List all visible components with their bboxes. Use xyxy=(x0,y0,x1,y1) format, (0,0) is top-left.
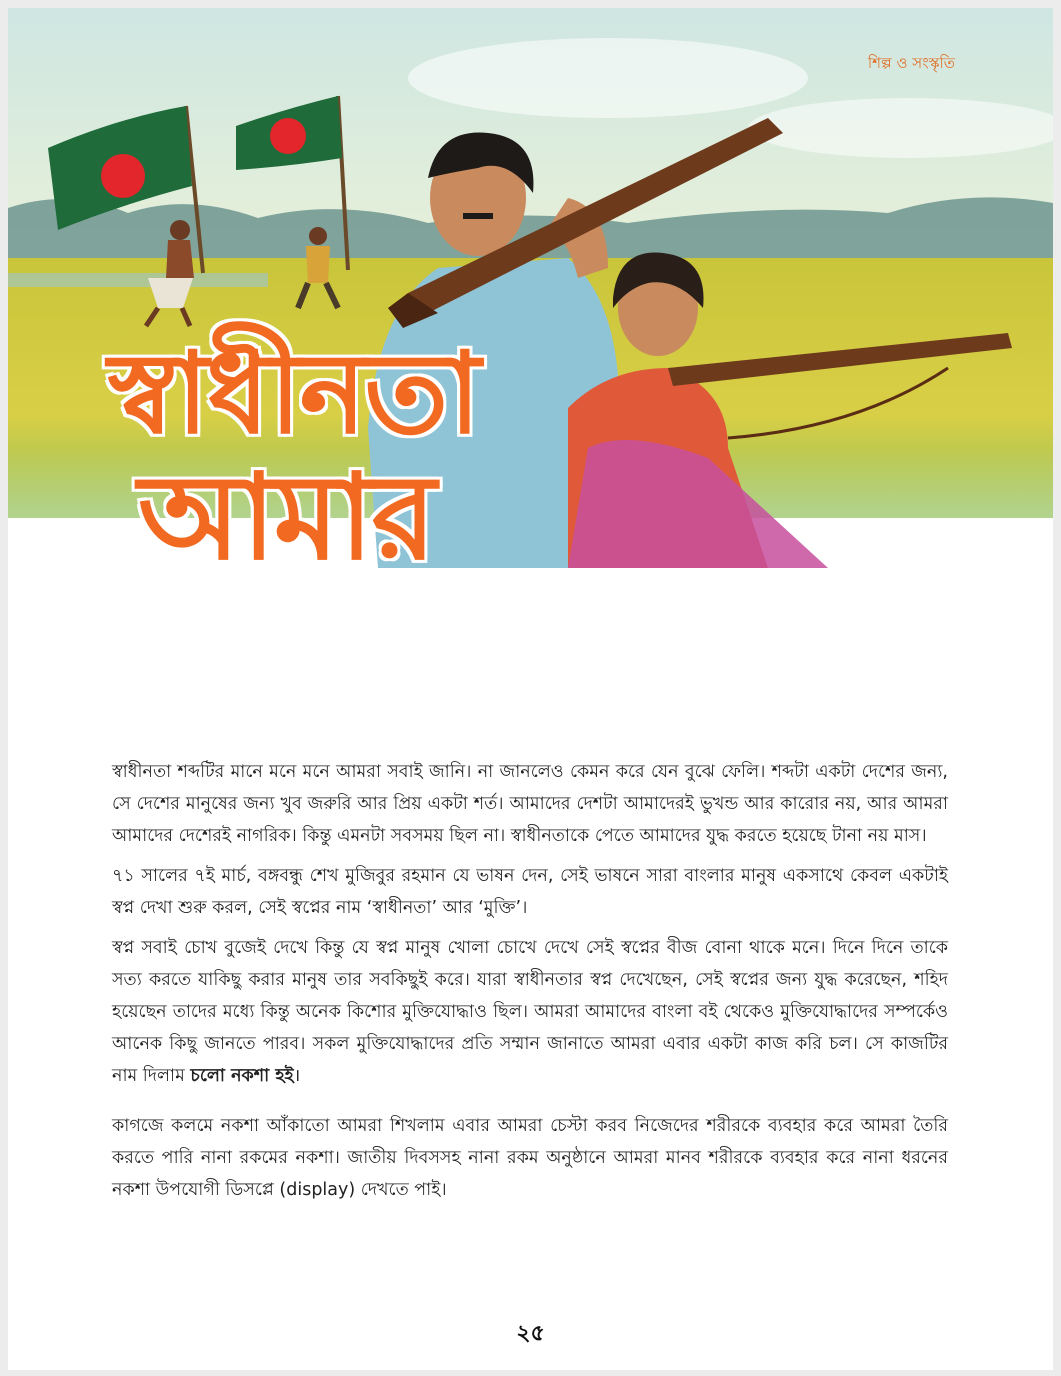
title-line-1: স্বাধীনতা xyxy=(108,329,479,459)
paragraph-end: । xyxy=(293,1066,301,1086)
activity-name: চলো নকশা হই xyxy=(190,1066,294,1086)
section-tag: শিল্প ও সংস্কৃতি xyxy=(867,54,955,72)
paragraph: স্বাধীনতা শব্দটির মানে মনে মনে আমরা সবাই জানি। না জানলেও কেমন করে যেন বুঝে ফেলি। শব্দটা একটা দেশের জন্য, সে দেশের মানুষের জন্য খুব জরুরি আর প্রিয় একটা শর্ত। আমাদের দেশটা আমাদেরই ভুখন্ড আর কারোর নয়, আর আমরা আমাদের দেশেরই নাগরিক। কিন্তু এমনটা সবসময় ছিল না। স্বাধীনতাকে পেতে আমাদের যুদ্ধ করতে হয়েছে টানা নয় মাস। xyxy=(112,762,948,846)
paragraph xyxy=(112,932,948,1092)
page-title xyxy=(108,329,479,586)
paragraph: ৭১ সালের ৭ই মার্চ, বঙ্গবন্ধু শেখ মুজিবুর রহমান যে ভাষন দেন, সেই ভাষনে সারা বাংলার মানুষ একসাথে কেবল একটাই স্বপ্ন দেখা শুরু করল, সেই স্বপ্নের নাম ‘স্বাধীনতা’ আর ‘মুক্তি’। xyxy=(112,866,948,918)
book-page xyxy=(8,8,1053,1370)
paragraph: কাগজে কলমে নকশা আঁকাতো আমরা শিখলাম এবার আমরা চেস্টা করব নিজেদের শরীরকে ব্যবহার করে আমরা তৈরি করতে পারি নানা রকমের নকশা। জাতীয় দিবসসহ নানা রকম অনুষ্ঠানে আমরা মানব শরীরকে ব্যবহার করে নানা ধরনের নকশা উপযোগী ডিসপ্লে (display) দেখতে পাই। xyxy=(112,1116,948,1200)
article-body xyxy=(112,756,948,1214)
page-number: ২৫ xyxy=(516,1321,545,1346)
title-line-2: আমার xyxy=(138,448,435,586)
paragraph-text: স্বপ্ন সবাই চোখ বুজেই দেখে কিন্তু যে স্বপ্ন মানুষ খোলা চোখে দেখে সেই স্বপ্নের বীজ বোনা থাকে মনে। দিনে দিনে তাকে সত্য করতে যাকিছু করার মানুষ তার সবকিছুই করে। যারা স্বাধীনতার স্বপ্ন দেখেছেন, সেই স্বপ্নের জন্য যুদ্ধ করেছেন, শহিদ হয়েছেন তাদের মধ্যে কিন্তু অনেক কিশোর মুক্তিযোদ্ধাও ছিল। আমরা আমাদের বাংলা বই থেকেও মুক্তিযোদ্ধাদের সম্পর্কেও আনেক কিছু জানতে পারব। সকল মুক্তিযোদ্ধাদের প্রতি সম্মান জানাতে আমরা এবার একটা কাজ করি চল। সে কাজটির নাম দিলাম xyxy=(112,938,948,1086)
